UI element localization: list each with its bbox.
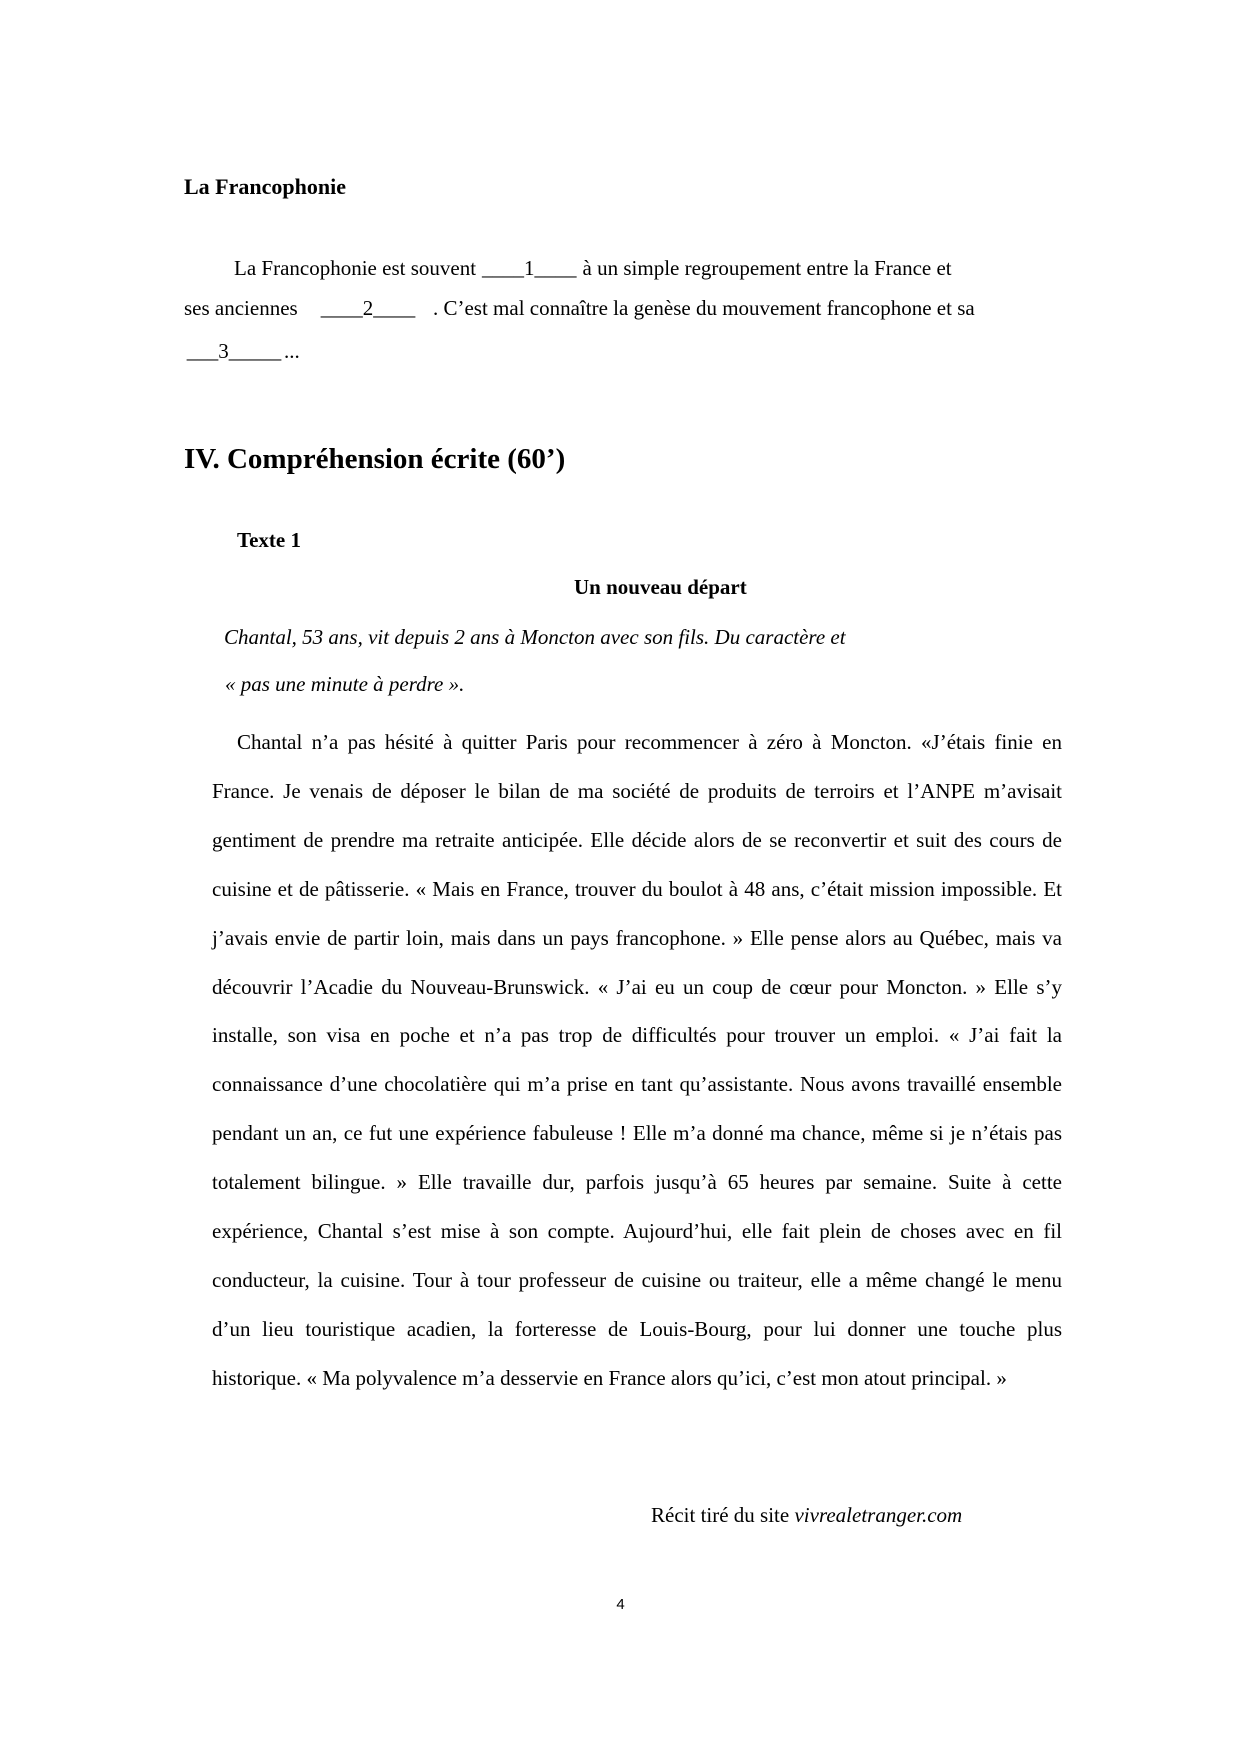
cloze-text: . C’est mal connaître la genèse du mouvement francophone et sa (432, 296, 975, 320)
text-title: Un nouveau départ (574, 575, 747, 599)
cloze-text: à un simple regroupement entre la France et (577, 256, 952, 280)
cloze-text: ses anciennes (184, 296, 303, 320)
cloze-blank: ____1____ (482, 256, 577, 280)
cloze-line-1 (234, 256, 952, 281)
intro-line-2: « pas une minute à perdre ». (225, 672, 465, 696)
body-paragraph: Chantal n’a pas hésité à quitter Paris pour recommencer à zéro à Moncton. «J’étais finie en France. Je venais de déposer le bilan de ma société de produits de terroirs et l’ANPE m’avisait gentiment de prendre ma retraite anticipée. Elle décide alors de se reconvertir et suit des cours de cuisine et de pâtisserie. « Mais en France, trouver du boulot à 48 ans, c’était mission impossible. Et j’avais envie de partir loin, mais dans un pays francophone. » Elle pense alors au Québec, mais va découvrir l’Acadie du Nouveau-Brunswick. « J’ai eu un coup de cœur pour Moncton. » Elle s’y installe, son visa en poche et n’a pas trop de difficultés pour trouver un emploi. « J’ai fait la connaissance d’une chocolatière qui m’a prise en tant qu’assistante. Nous avons travaillé ensemble pendant un an, ce fut une expérience fabuleuse ! Elle m’a donné ma chance, même si je n’étais pas totalement bilingue. » Elle travaille dur, parfois jusqu’à 65 heures par semaine. Suite à cette expérience, Chantal s’est mise à son compte. Aujourd’hui, elle fait plein de choses avec en fil conducteur, la cuisine. Tour à tour professeur de cuisine ou traiteur, elle a même changé le menu d’un lieu touristique acadien, la forteresse de Louis-Bourg, pour lui donner une touche plus historique. « Ma polyvalence m’a desservie en France alors qu’ici, c’est mon atout principal. » (212, 730, 1062, 1390)
text-label: Texte 1 (237, 528, 301, 552)
page-number: 4 (616, 1596, 625, 1613)
part-heading: IV. Compréhension écrite (60’) (184, 443, 566, 475)
source-prefix: Récit tiré du site (651, 1503, 795, 1527)
cloze-text: La Francophonie est souvent (234, 256, 482, 280)
section-heading: La Francophonie (184, 174, 346, 199)
source-citation (651, 1503, 962, 1528)
intro-line-1: Chantal, 53 ans, vit depuis 2 ans à Moncton avec son fils. Du caractère et (224, 625, 846, 649)
cloze-line-3 (184, 339, 300, 364)
cloze-blank: ____2____ (320, 296, 416, 320)
cloze-text: ... (284, 339, 300, 363)
cloze-blank: ___3_____ (186, 339, 282, 363)
cloze-line-2 (184, 296, 975, 321)
source-site: vivrealetranger.com (794, 1503, 963, 1527)
